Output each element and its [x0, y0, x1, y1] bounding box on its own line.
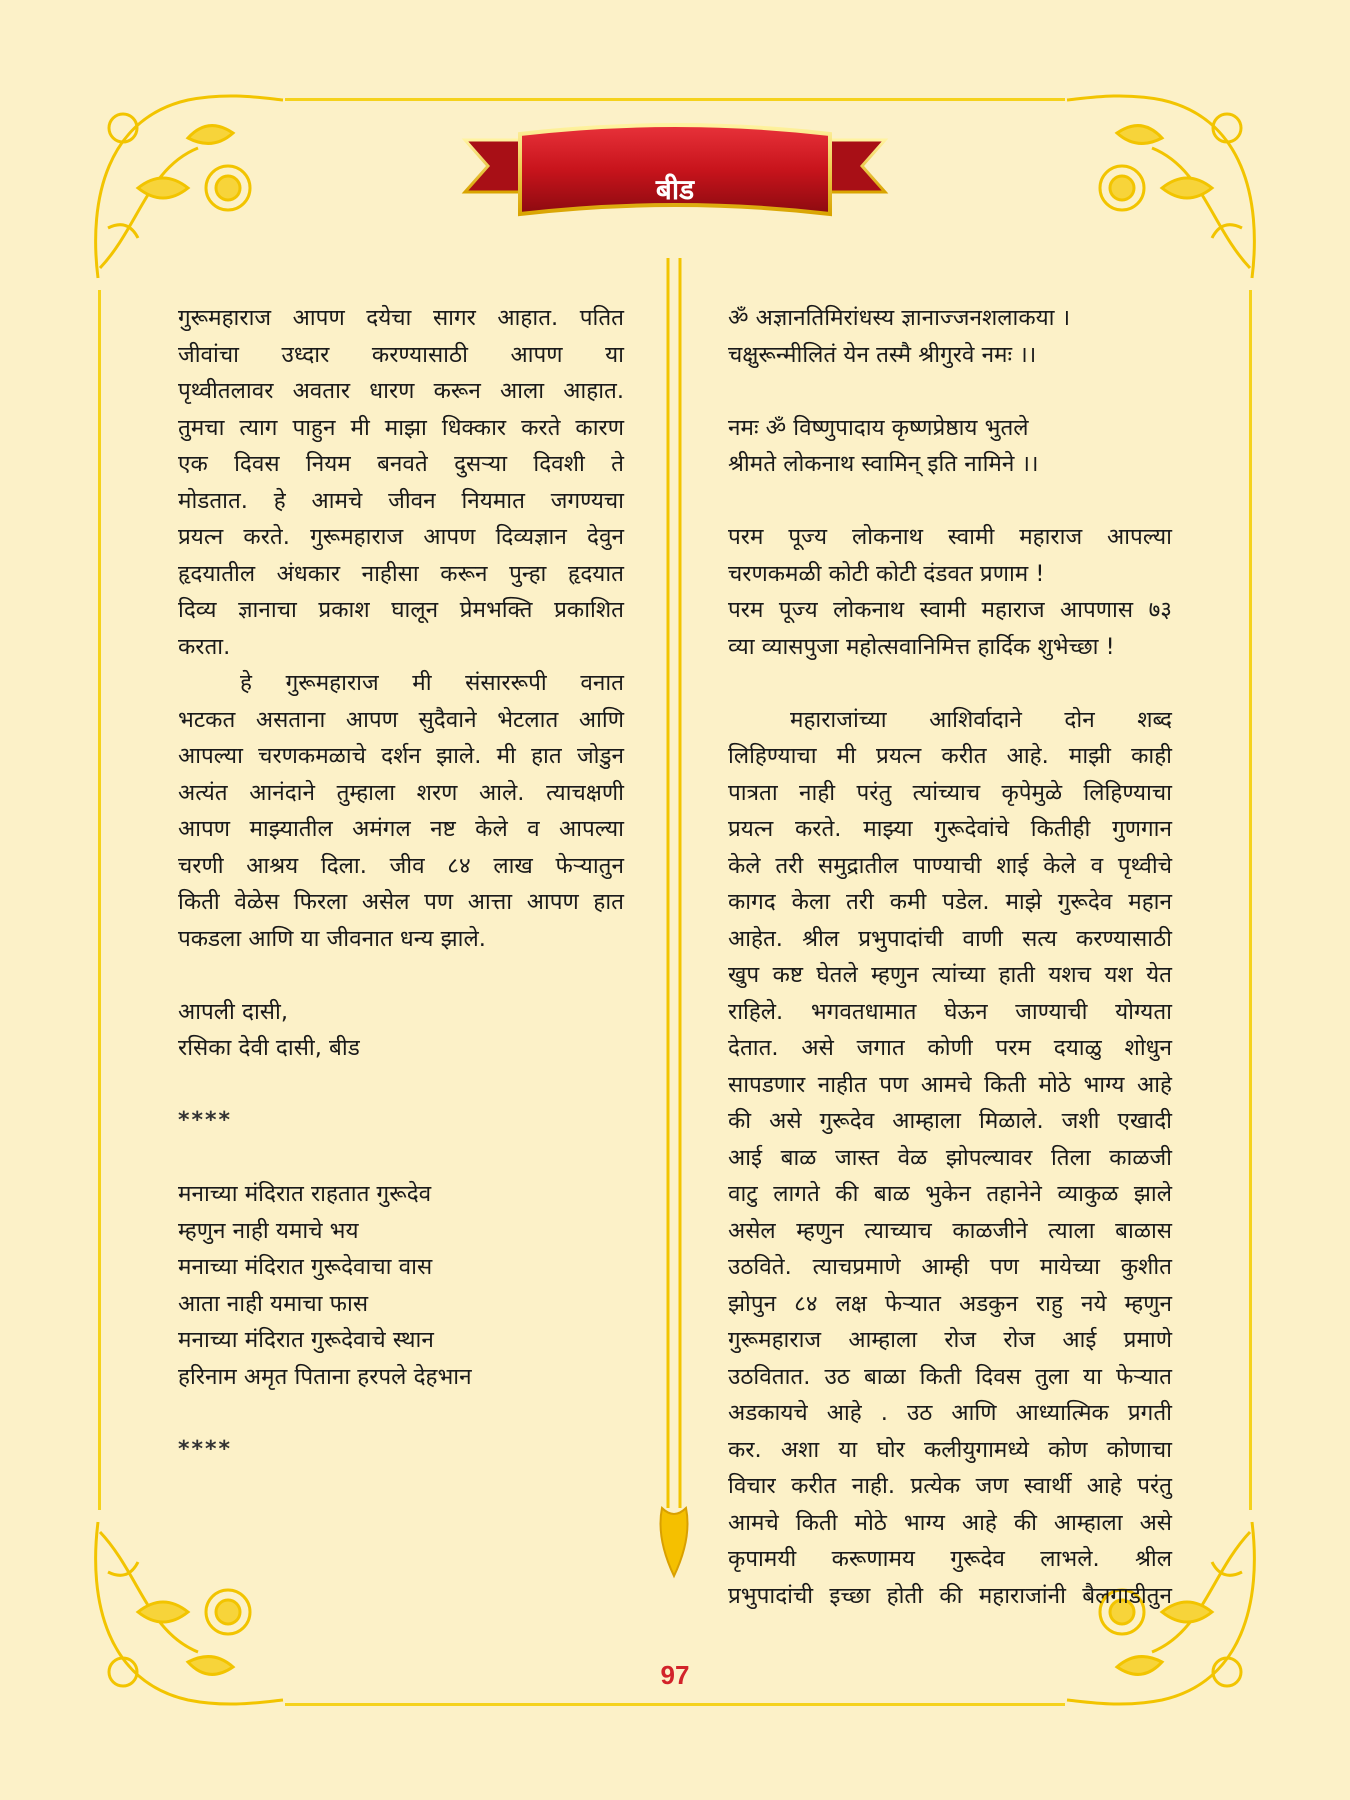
- text-line: पात्रता नाही परंतु त्यांच्याच कृपेमुळे लिहिण्याचा: [728, 779, 1172, 806]
- text-line: अडकायचे आहे . उठ आणि आध्यात्मिक प्रगती: [728, 1400, 1172, 1426]
- separator-stars: ****: [178, 1108, 233, 1133]
- text-line: गुरूमहाराज आपण दयेचा सागर आहात. पतित: [178, 305, 624, 331]
- corner-ornament-top-left: [78, 78, 288, 288]
- text-line: केले तरी समुद्रातील पाण्याची शाई केले व पृथ्वीचे: [728, 852, 1172, 879]
- page-number: 97: [660, 1660, 690, 1690]
- text-line: देतात. असे जगात कोणी परम दयाळु शोधुन: [728, 1035, 1172, 1061]
- text-line: व्या व्यासपुजा महोत्सवानिमित्त हार्दिक शुभेच्छा !: [728, 633, 1115, 660]
- text-line: एक दिवस नियम बनवते दुसऱ्या दिवशी ते: [178, 451, 624, 477]
- text-line: विचार करीत नाही. प्रत्येक जण स्वार्थी आहे परंतु: [728, 1473, 1172, 1499]
- text-line: उठविते. त्याचप्रमाणे आम्ही पण मायेच्या कुशीत: [728, 1254, 1172, 1280]
- text-line: झोपुन ८४ लक्ष फेऱ्यात अडकुन राहु नये म्हणुन: [728, 1290, 1172, 1317]
- verse-line: ॐ अज्ञानतिमिरांधस्य ज्ञानाज्जनशलाकया ।: [728, 305, 1071, 331]
- separator-stars: ****: [178, 1436, 233, 1462]
- text-line: आई बाळ जास्त वेळ झोपल्यावर तिला काळजी: [728, 1144, 1172, 1171]
- text-line: उठवितात. उठ बाळा किती दिवस तुला या फेऱ्यात: [728, 1363, 1172, 1390]
- text-line: महाराजांच्या आशिर्वादाने दोन शब्द: [790, 706, 1172, 733]
- verse-line: चक्षुरून्मीलितं येन तस्मै श्रीगुरवे नमः ।।: [728, 341, 1037, 368]
- poem-line: आता नाही यमाचा फास: [178, 1290, 369, 1317]
- signature: [178, 994, 624, 1067]
- poem: [178, 1176, 624, 1395]
- text-line: प्रयत्न करते. माझ्या गुरूदेवांचे कितीही गुणगान: [728, 816, 1172, 842]
- border-top-line: [285, 98, 1065, 101]
- text-line: अत्यंत आनंदाने तुम्हाला शरण आले. त्याचक्षणी: [178, 779, 624, 806]
- text-line: राहिले. भगवतधामात घेऊन जाण्याची योग्यता: [728, 998, 1172, 1025]
- text-line: पकडला आणि या जीवनात धन्य झाले.: [178, 925, 486, 952]
- text-line: तुमचा त्याग पाहुन मी माझा धिक्कार करते कारण: [178, 414, 624, 441]
- text-line: कृपामयी करूणामय गुरूदेव लाभले. श्रील: [728, 1546, 1172, 1572]
- text-line: परम पूज्य लोकनाथ स्वामी महाराज आपणास ७३: [728, 597, 1172, 623]
- guru-pranam-verse: [728, 300, 1172, 373]
- text-line: भटकत असताना आपण सुदैवाने भेटलात आणि: [178, 706, 624, 733]
- border-bottom-line: [285, 1703, 1065, 1706]
- poem-line: हरिनाम अमृत पिताना हरपले देहभान: [178, 1363, 472, 1390]
- verse-line: नमः ॐ विष्णुपादाय कृष्णप्रेष्ठाय भुतले: [728, 414, 1029, 441]
- text-line: करता.: [178, 633, 231, 660]
- left-column: [178, 300, 624, 1468]
- text-line: हे गुरूमहाराज मी संसाररूपी वनात: [240, 670, 624, 696]
- verse-line: श्रीमते लोकनाथ स्वामिन् इति नामिने ।।: [728, 451, 1039, 477]
- text-line: वाटु लागते की बाळ भुकेन तहानेने व्याकुळ झाले: [728, 1181, 1172, 1207]
- text-line: प्रयत्न करते. गुरूमहाराज आपण दिव्यज्ञान देवुन: [178, 524, 624, 550]
- text-line: प्रभुपादांची इच्छा होती की महाराजांनी बैलगाडीतुन: [728, 1582, 1172, 1609]
- pranati-verse: [728, 410, 1172, 483]
- text-line: मोडतात. हे आमचे जीवन नियमात जगण्यचा: [178, 487, 624, 514]
- poem-line: मनाच्या मंदिरात गुरूदेवाचा वास: [178, 1254, 433, 1280]
- text-line: जीवांचा उध्दार करण्यासाठी आपण या: [178, 341, 624, 368]
- text-line: परम पूज्य लोकनाथ स्वामी महाराज आपल्या: [728, 524, 1172, 550]
- text-line: आपली दासी,: [178, 998, 288, 1025]
- text-line: आपण माझ्यातील अमंगल नष्ट केले व आपल्या: [178, 816, 624, 842]
- text-line: असेल म्हणुन त्याच्याच काळजीने त्याला बाळास: [728, 1217, 1172, 1244]
- text-line: सापडणार नाहीत पण आमचे किती मोठे भाग्य आहे: [728, 1071, 1172, 1098]
- text-line: दिव्य ज्ञानाचा प्रकाश घालून प्रेमभक्ति प्रकाशित: [178, 597, 624, 623]
- page-title: बीड: [655, 173, 695, 206]
- column-divider: [644, 258, 704, 1618]
- main-paragraph: [728, 702, 1172, 1615]
- text-line: किती वेळेस फिरला असेल पण आत्ता आपण हात: [178, 889, 624, 915]
- text-line: लिहिण्याचा मी प्रयत्न करीत आहे. माझी काही: [728, 743, 1172, 769]
- border-right-line: [1249, 290, 1252, 1510]
- border-left-line: [98, 290, 101, 1510]
- right-column: [728, 300, 1172, 1614]
- poem-line: मनाच्या मंदिरात गुरूदेवाचे स्थान: [178, 1327, 434, 1353]
- text-line: चरणी आश्रय दिला. जीव ८४ लाख फेऱ्यातुन: [178, 852, 624, 879]
- text-line: रसिका देवी दासी, बीड: [178, 1035, 360, 1061]
- text-line: हृदयातील अंधकार नाहीसा करून पुन्हा हृदयात: [178, 560, 624, 587]
- text-line: आहेत. श्रील प्रभुपादांची वाणी सत्य करण्यासाठी: [728, 925, 1172, 952]
- text-line: की असे गुरूदेव आम्हाला मिळाले. जशी एखादी: [728, 1108, 1172, 1134]
- corner-ornament-top-right: [1062, 78, 1272, 288]
- text-line: कागद केला तरी कमी पडेल. माझे गुरूदेव महान: [728, 889, 1172, 915]
- text-line: गुरूमहाराज आम्हाला रोज रोज आई प्रमाणे: [728, 1327, 1172, 1353]
- text-line: आपल्या चरणकमळाचे दर्शन झाले. मी हात जोडुन: [178, 743, 624, 769]
- greeting: [728, 519, 1172, 665]
- poem-line: मनाच्या मंदिरात राहतात गुरूदेव: [178, 1181, 432, 1207]
- text-line: आमचे किती मोठे भाग्य आहे की आम्हाला असे: [728, 1509, 1172, 1536]
- text-line: चरणकमळी कोटी कोटी दंडवत प्रणाम !: [728, 560, 1045, 587]
- text-line: पृथ्वीतलावर अवतार धारण करून आला आहात.: [178, 378, 624, 404]
- text-line: कर. अशा या घोर कलीयुगामध्ये कोण कोणाचा: [728, 1436, 1172, 1463]
- poem-line: म्हणुन नाही यमाचे भय: [178, 1217, 359, 1244]
- second-paragraph: [178, 665, 624, 957]
- text-line: खुप कष्ट घेतले म्हणुन त्यांच्या हाती यशच यश येत: [728, 962, 1172, 988]
- intro-paragraph: [178, 300, 624, 665]
